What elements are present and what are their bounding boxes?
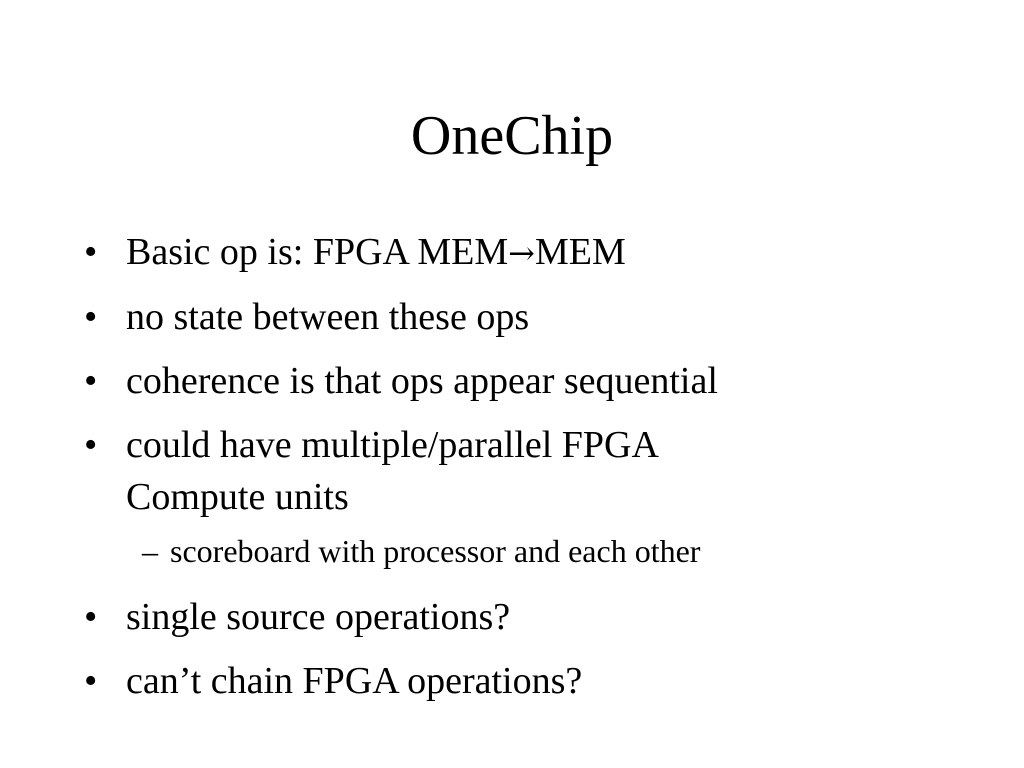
bullet-icon: • — [84, 424, 98, 466]
slide-title: OneChip — [410, 105, 614, 167]
bullet-text: Basic op is: FPGA MEM — [126, 231, 509, 273]
dash-icon: – — [142, 533, 158, 569]
bullet-item — [82, 226, 982, 279]
bullet-item — [82, 655, 982, 707]
bullet-list — [82, 226, 982, 707]
bullet-text: can’t chain FPGA operations? — [126, 660, 583, 702]
bullet-text-line: could have multiple/parallel FPGA — [126, 424, 659, 466]
bullet-text: MEM — [534, 231, 626, 273]
bullet-text: coherence is that ops appear sequential — [126, 360, 718, 402]
bullet-item — [82, 419, 982, 523]
bullet-text: single source operations? — [126, 596, 511, 638]
bullet-icon: • — [84, 296, 98, 338]
bullet-icon: • — [84, 231, 98, 273]
bullet-item — [82, 291, 982, 343]
right-arrow-icon: → — [508, 234, 535, 272]
sub-bullet-text: scoreboard with processor and each other — [170, 533, 701, 569]
bullet-item — [82, 591, 982, 643]
sub-bullet-item — [82, 529, 982, 573]
bullet-item — [82, 355, 982, 407]
bullet-text: no state between these ops — [126, 296, 530, 338]
bullet-icon: • — [84, 660, 98, 702]
bullet-text-line: Compute units — [126, 476, 349, 518]
bullet-icon: • — [84, 596, 98, 638]
bullet-icon: • — [84, 360, 98, 402]
